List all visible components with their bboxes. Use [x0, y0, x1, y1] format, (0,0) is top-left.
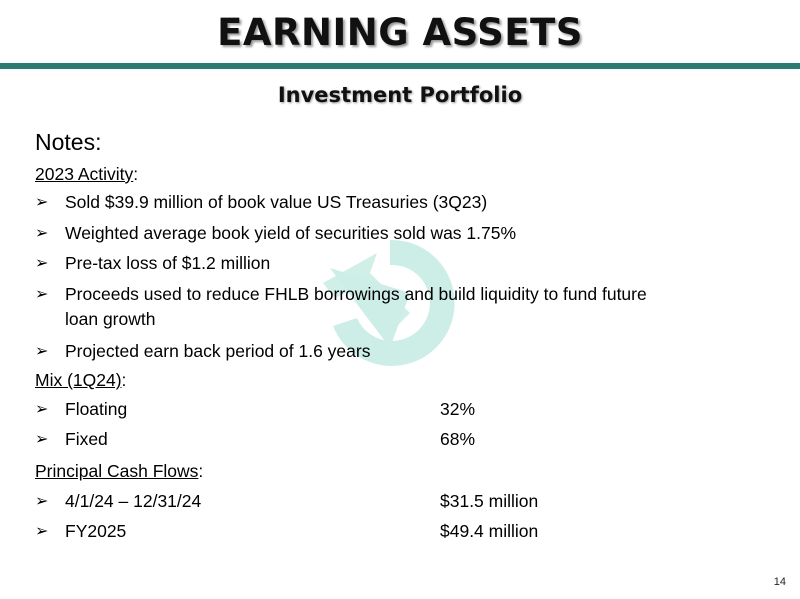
title-divider	[0, 63, 800, 69]
activity-heading: 2023 Activity:	[35, 164, 139, 184]
mix-heading: Mix (1Q24):	[35, 370, 127, 390]
arrowhead-bullet-icon: ➢	[35, 192, 49, 211]
arrowhead-bullet-icon: ➢	[35, 429, 49, 448]
arrowhead-bullet-icon: ➢	[35, 521, 49, 540]
cashflows-heading: Principal Cash Flows:	[35, 461, 204, 481]
arrowhead-bullet-icon: ➢	[35, 223, 49, 242]
arrowhead-bullet-icon: ➢	[35, 399, 49, 418]
page-subtitle: Investment Portfolio	[277, 83, 523, 107]
arrowhead-bullet-icon: ➢	[35, 284, 49, 303]
page-title: EARNING ASSETS	[217, 11, 583, 54]
arrowhead-bullet-icon: ➢	[35, 341, 49, 360]
page-number: 14	[773, 576, 786, 588]
arrowhead-bullet-icon: ➢	[35, 253, 49, 272]
arrowhead-bullet-icon: ➢	[35, 491, 49, 510]
notes-label: Notes:	[35, 129, 102, 155]
